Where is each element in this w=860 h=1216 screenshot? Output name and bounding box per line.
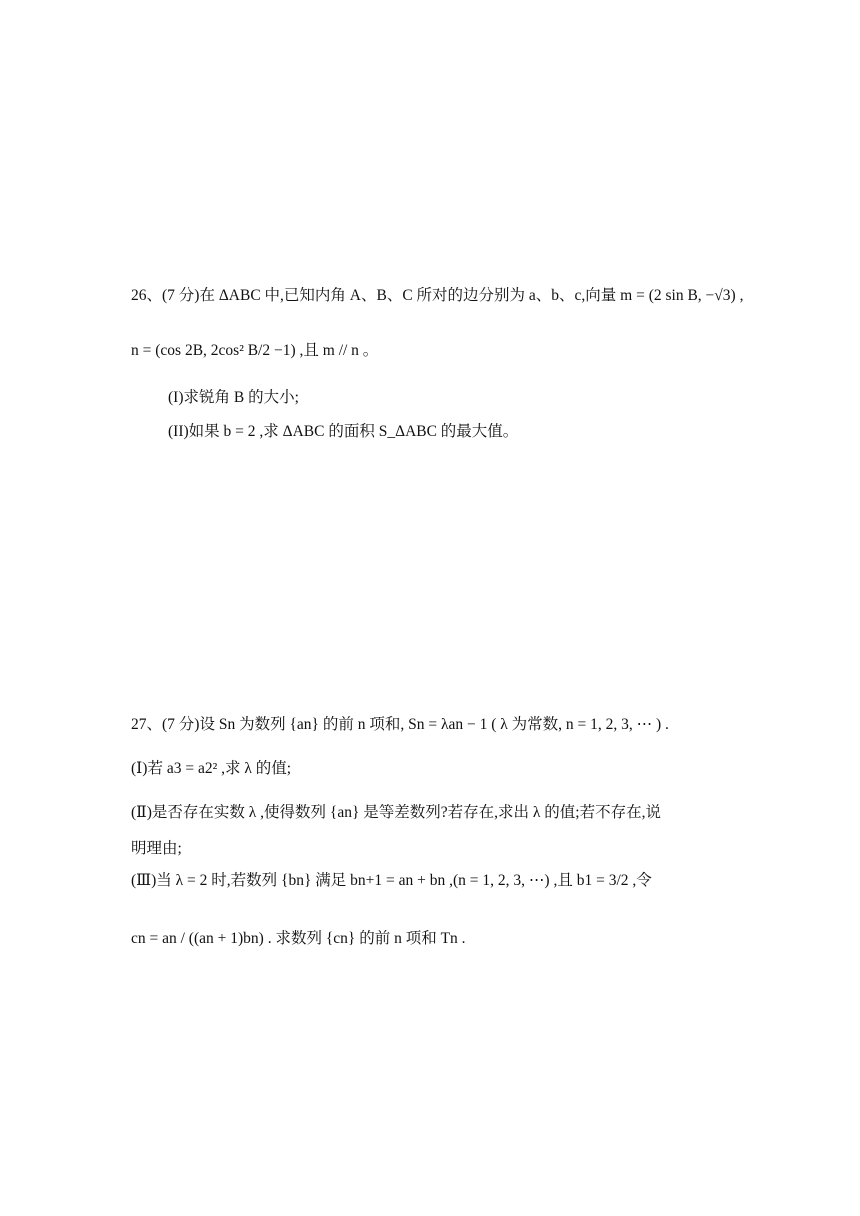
q26-line-2: n = (cos 2B, 2cos² B/2 −1) ,且 m // n 。 (131, 342, 379, 359)
q27-part-3-line-a: (Ⅲ)当 λ = 2 时,若数列 {bn} 满足 bn+1 = an + bn ,(n = 1, 2, 3, ⋯) ,且 b1 = 3/2 ,令 (131, 872, 652, 889)
q26-part-2: (II)如果 b = 2 ,求 ΔABC 的面积 S_ΔABC 的最大值。 (168, 423, 519, 440)
q27-part-2-line-b: 明理由; (131, 840, 182, 857)
q27-part-3-line-b: cn = an / ((an + 1)bn) . 求数列 {cn} 的前 n 项和 Tn . (131, 930, 466, 947)
q26-line-1: 26、(7 分)在 ΔABC 中,已知内角 A、B、C 所对的边分别为 a、b、c,向量 m = (2 sin B, −√3) , (131, 287, 744, 304)
q27-line-1: 27、(7 分)设 Sn 为数列 {an} 的前 n 项和, Sn = λan − 1 ( λ 为常数, n = 1, 2, 3, ⋯ ) . (131, 716, 669, 733)
q26-part-1: (I)求锐角 B 的大小; (168, 389, 299, 406)
q27-part-2-line-a: (Ⅱ)是否存在实数 λ ,使得数列 {an} 是等差数列?若存在,求出 λ 的值;若不存在,说 (131, 804, 661, 821)
q27-part-1: (Ⅰ)若 a3 = a2² ,求 λ 的值; (131, 760, 292, 777)
